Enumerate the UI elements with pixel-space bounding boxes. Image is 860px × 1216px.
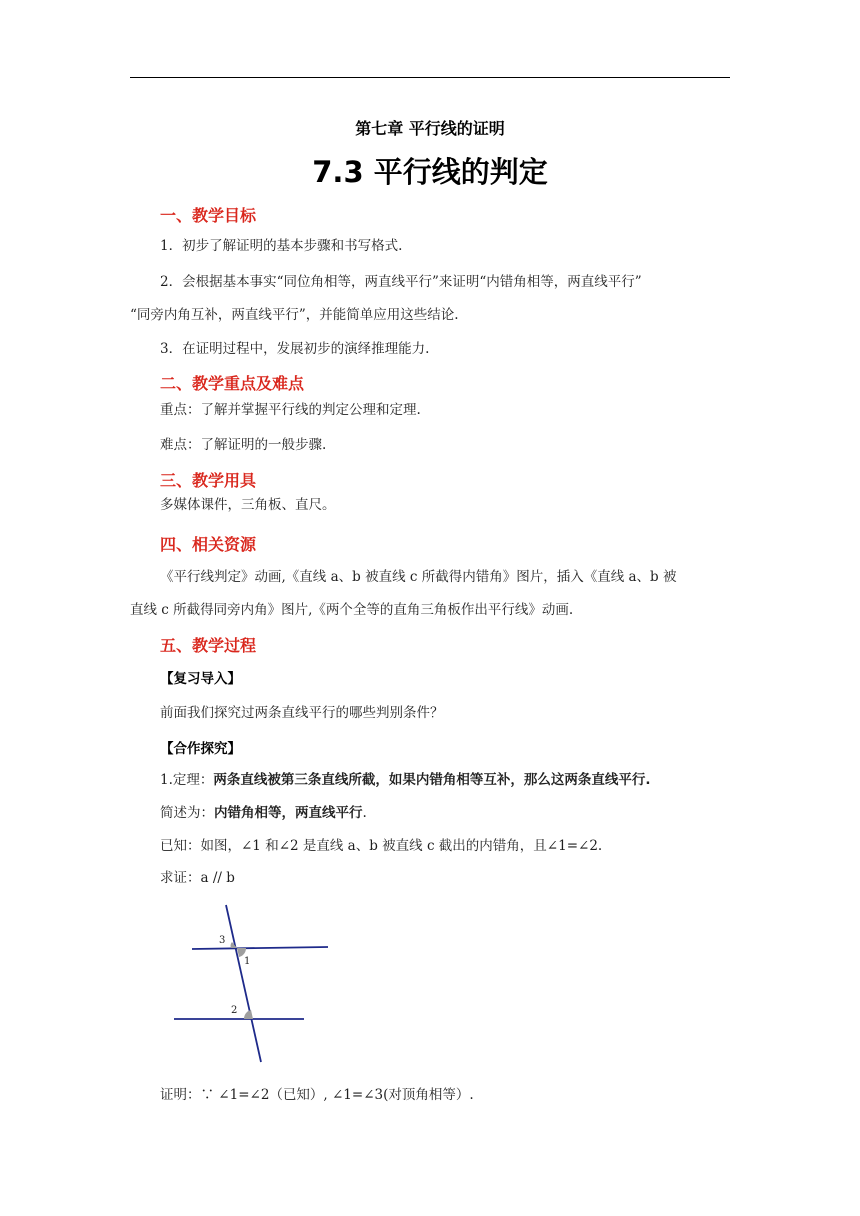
section-heading-tools: 三、教学用具 xyxy=(160,471,257,490)
resources-line-2: 直线 c 所截得同旁内角》图片,《两个全等的直角三角板作出平行线》动画. xyxy=(130,602,574,618)
angle-label-2: 2 xyxy=(231,1005,238,1016)
key-point-text: 重点：了解并掌握平行线的判定公理和定理. xyxy=(160,402,421,418)
proof-text: 证明：∵ ∠1=∠2（已知）, ∠1=∠3(对顶角相等）. xyxy=(160,1087,474,1103)
review-label: 【复习导入】 xyxy=(160,671,241,687)
summary-prefix: 简述为： xyxy=(160,805,214,821)
theorem-line xyxy=(160,770,651,790)
line-c xyxy=(226,905,261,1062)
objective-item-2-line-1: 2．会根据基本事实“同位角相等，两直线平行”来证明“内错角相等，两直线平行” xyxy=(160,274,642,290)
summary-end: . xyxy=(362,805,367,821)
objective-item-3: 3．在证明过程中，发展初步的演绎推理能力. xyxy=(160,341,430,357)
tools-text: 多媒体课件，三角板、直尺。 xyxy=(160,497,336,513)
section-heading-resources: 四、相关资源 xyxy=(160,535,257,554)
objective-item-2-line-2: “同旁内角互补，两直线平行”，并能简单应用这些结论. xyxy=(130,307,459,323)
summary-text: 内错角相等，两直线平行 xyxy=(214,805,363,821)
section-heading-objectives: 一、教学目标 xyxy=(160,206,257,225)
parallel-lines-figure xyxy=(160,895,340,1067)
summary-line xyxy=(160,803,367,823)
difficulty-text: 难点：了解证明的一般步骤. xyxy=(160,437,327,453)
theorem-prefix: 1.定理： xyxy=(160,772,214,788)
objective-item-1: 1．初步了解证明的基本步骤和书写格式. xyxy=(160,238,403,254)
angle-2-mark xyxy=(244,1010,253,1019)
section-heading-key-points: 二、教学重点及难点 xyxy=(160,374,305,393)
lesson-title: 7.3 平行线的判定 xyxy=(312,155,548,189)
section-heading-process: 五、教学过程 xyxy=(160,636,257,655)
header-rule xyxy=(130,77,730,78)
chapter-title: 第七章 平行线的证明 xyxy=(355,119,505,138)
given-text: 已知：如图，∠1 和∠2 是直线 a、b 被直线 c 截出的内错角，且∠1=∠2. xyxy=(160,838,603,854)
angle-label-1: 1 xyxy=(244,956,251,967)
explore-label: 【合作探究】 xyxy=(160,741,241,757)
angle-label-3: 3 xyxy=(219,935,226,946)
prove-text: 求证：a // b xyxy=(160,870,235,886)
review-text: 前面我们探究过两条直线平行的哪些判别条件？ xyxy=(160,705,444,721)
resources-line-1: 《平行线判定》动画,《直线 a、b 被直线 c 所截得内错角》图片，插入《直线 a、b 被 xyxy=(160,569,677,585)
line-a xyxy=(192,947,328,949)
theorem-text: 两条直线被第三条直线所截，如果内错角相等互补，那么这两条直线平行. xyxy=(213,772,651,788)
